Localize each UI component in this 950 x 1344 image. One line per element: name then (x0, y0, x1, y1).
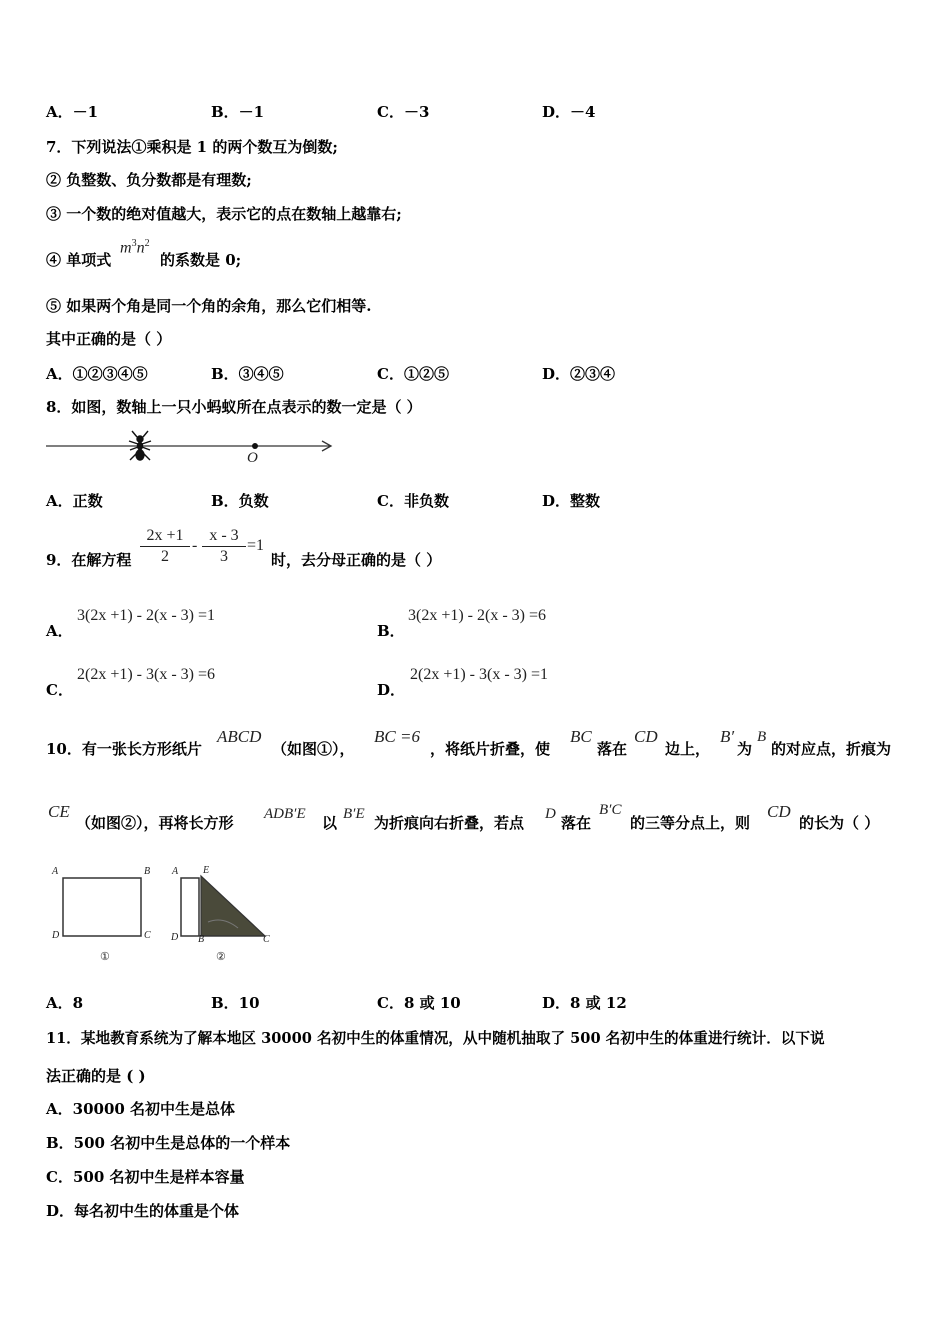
q8-number-line (44, 428, 344, 472)
q8-option-a: A．正数 (46, 492, 103, 510)
q8-option-b: B．负数 (211, 492, 269, 510)
q10-math-abcd: ABCD (217, 727, 262, 746)
q7-statement-4-suffix: 的系数是 0; (160, 251, 242, 269)
fig1-label-b: B (144, 866, 151, 877)
q10-math-bc: BC (570, 727, 592, 746)
q9-option-c-equation: 2(2x +1) - 3(x - 3) =6 (77, 666, 216, 683)
q7-option-d: D．②③④ (542, 365, 616, 383)
q9-option-d-equation: 2(2x +1) - 3(x - 3) =1 (410, 666, 549, 683)
q7-monomial (120, 238, 150, 257)
q10-text-3: ，将纸片折叠，使 (430, 740, 551, 758)
q10-math-cd: CD (634, 727, 658, 746)
q11-option-d: D．每名初中生的体重是个体 (46, 1202, 240, 1220)
q10-math-ce: CE (48, 802, 70, 821)
q9-fraction-2-numerator: x - 3 (202, 526, 246, 547)
q7-monomial-n: n (136, 239, 145, 257)
q9-stem-prefix: 9．在解方程 (46, 551, 132, 569)
q10-math-d: D (545, 806, 556, 822)
q9-option-c-label: C． (46, 681, 73, 699)
q9-fraction-1-numerator: 2x +1 (140, 526, 190, 547)
q6-option-b: B．－1 (211, 103, 265, 121)
q9-option-b-equation: 3(2x +1) - 2(x - 3) =6 (408, 607, 547, 624)
q6-option-c: C．－3 (377, 103, 430, 121)
q7-monomial-m-exp: 3 (131, 238, 137, 249)
q7-statement-3: ③ 一个数的绝对值越大，表示它的点在数轴上越靠右; (46, 205, 402, 223)
fig1-label-a: A (52, 866, 59, 877)
q8-origin-label: O (247, 450, 258, 466)
q10-text-13: 的长为（ ） (799, 814, 880, 832)
q11-stem-line-2: 法正确的是 ( ) (46, 1067, 146, 1085)
q7-statement-4-prefix: ④ 单项式 (46, 251, 112, 269)
q10-text-10: 为折痕向右折叠，若点 (374, 814, 525, 832)
q10-text-8: （如图②），再将长方形 (76, 814, 234, 832)
q9-option-a-label: A． (46, 622, 73, 640)
q9-option-b-label: B． (377, 622, 405, 640)
q9-stem-suffix: 时，去分母正确的是（ ） (271, 551, 442, 569)
q10-text-1: 10．有一张长方形纸片 (46, 740, 202, 758)
q11-option-c: C．500 名初中生是样本容量 (46, 1168, 245, 1186)
q10-option-c: C．8 或 10 (377, 994, 461, 1012)
q10-option-b: B．10 (211, 994, 260, 1012)
q9-option-d-label: D． (377, 681, 406, 699)
q7-option-a: A．①②③④⑤ (46, 365, 148, 383)
q10-math-bc6: BC =6 (374, 727, 420, 746)
q7-stem: 7．下列说法①乘积是 1 的两个数互为倒数; (46, 138, 338, 156)
q10-math-be: B′E (343, 806, 365, 822)
q7-monomial-m: m (120, 239, 132, 257)
fig2-label-b: B (198, 934, 205, 945)
q9-option-a-equation: 3(2x +1) - 2(x - 3) =1 (77, 607, 216, 624)
q10-option-a: A．8 (46, 994, 84, 1012)
q10-option-d: D．8 或 12 (542, 994, 627, 1012)
fig1-caption: ① (100, 951, 110, 963)
origin-point (252, 443, 258, 449)
q10-math-bc-prime: B′C (599, 802, 622, 818)
q10-text-5: 边上， (665, 740, 711, 758)
fig2-label-d: D (171, 932, 179, 943)
fig2-label-e: E (203, 865, 210, 876)
q6-option-d: D．－4 (542, 103, 596, 121)
fig2-label-a: A (172, 866, 179, 877)
q7-ask: 其中正确的是（ ） (46, 330, 172, 348)
fig2-label-c: C (263, 934, 270, 945)
q8-option-c: C．非负数 (377, 492, 449, 510)
q10-math-adbe: ADB′E (264, 806, 306, 822)
q8-stem: 8．如图，数轴上一只小蚂蚁所在点表示的数一定是（ ） (46, 398, 422, 416)
q8-option-d: D．整数 (542, 492, 601, 510)
q11-option-b: B．500 名初中生是总体的一个样本 (46, 1134, 291, 1152)
q9-fraction-1 (140, 526, 190, 567)
q9-equals-one: =1 (247, 537, 265, 554)
q10-text-11: 落在 (561, 814, 592, 832)
q9-minus: - (192, 537, 198, 554)
q10-text-2: （如图①）， (272, 740, 355, 758)
fig1-label-c: C (144, 930, 151, 941)
q9-fraction-1-denominator: 2 (161, 548, 169, 565)
q10-text-7: 的对应点，折痕为 (771, 740, 892, 758)
q7-option-c: C．①②⑤ (377, 365, 449, 383)
q7-monomial-n-exp: 2 (144, 238, 150, 249)
q10-text-12: 的三等分点上，则 (630, 814, 751, 832)
q10-math-cd-2: CD (767, 802, 791, 821)
q9-fraction-2 (202, 526, 246, 567)
q7-statement-5: ⑤ 如果两个角是同一个角的余角，那么它们相等. (46, 297, 372, 315)
fig2-caption: ② (216, 951, 226, 963)
q10-math-b: B (757, 729, 767, 745)
q10-math-b-prime: B′ (720, 727, 735, 746)
q10-text-6: 为 (737, 740, 753, 758)
fig1-label-d: D (52, 930, 60, 941)
q9-fraction-2-denominator: 3 (220, 548, 228, 565)
q7-option-b: B．③④⑤ (211, 365, 284, 383)
q10-text-9: 以 (322, 814, 338, 832)
q6-option-a: A．－1 (46, 103, 99, 121)
q11-option-a: A．30000 名初中生是总体 (46, 1100, 236, 1118)
q11-stem-line-1: 11．某地教育系统为了解本地区 30000 名初中生的体重情况，从中随机抽取了 500 名初中生的体重进行统计．以下说 (46, 1030, 825, 1047)
q7-statement-2: ② 负整数、负分数都是有理数; (46, 171, 252, 189)
q10-text-4: 落在 (597, 740, 628, 758)
